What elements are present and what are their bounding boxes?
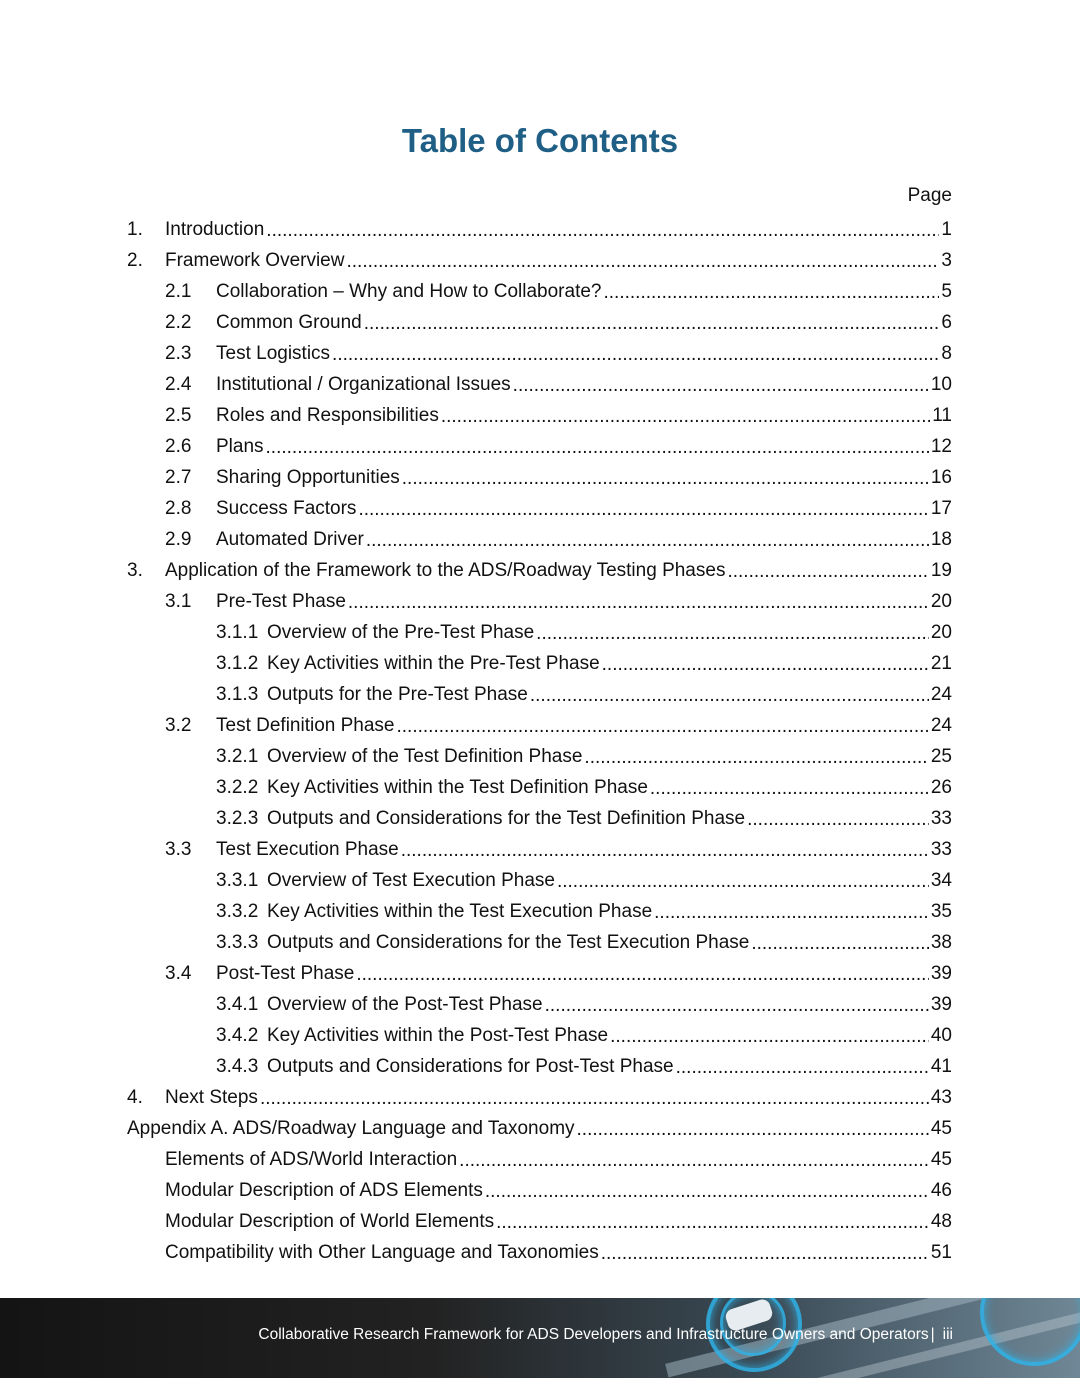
toc-number: 1. bbox=[127, 218, 143, 240]
dot-leader bbox=[364, 313, 940, 335]
toc-entry-3-1-1[interactable] bbox=[216, 617, 952, 648]
toc-number: 2.7 bbox=[165, 466, 192, 488]
page-column-label: Page bbox=[907, 185, 952, 206]
toc-entry-3-2-2[interactable] bbox=[216, 772, 952, 803]
footer-page-number: iii bbox=[942, 1326, 953, 1343]
toc-entry-3-3-3[interactable] bbox=[216, 927, 952, 958]
toc-page: 39 bbox=[930, 962, 952, 984]
toc-title: Framework Overview bbox=[165, 249, 345, 271]
toc-page: 38 bbox=[930, 931, 952, 953]
toc-number: 3.1.1 bbox=[216, 621, 259, 643]
toc-page: 16 bbox=[930, 466, 952, 488]
toc-page: 41 bbox=[930, 1055, 952, 1077]
toc-page: 3 bbox=[941, 249, 952, 271]
toc-entry-test-execution-phase[interactable] bbox=[165, 834, 952, 865]
toc-title: Outputs and Considerations for the Test Execution Phase bbox=[267, 931, 750, 953]
toc-number: 3.4.2 bbox=[216, 1024, 259, 1046]
toc-page: 34 bbox=[930, 869, 952, 891]
toc-page: 10 bbox=[930, 373, 952, 395]
toc-entry-3-1-2[interactable] bbox=[216, 648, 952, 679]
toc-page: 8 bbox=[941, 342, 952, 364]
toc-number: 2.3 bbox=[165, 342, 192, 364]
toc-title: Key Activities within the Test Definition Phase bbox=[267, 776, 648, 798]
toc-page: 39 bbox=[930, 993, 952, 1015]
toc-page: 33 bbox=[930, 838, 952, 860]
toc-title: Key Activities within the Post-Test Phase bbox=[267, 1024, 609, 1046]
dot-leader bbox=[557, 871, 929, 893]
dot-leader bbox=[441, 406, 930, 428]
toc-entry-3-2-1[interactable] bbox=[216, 741, 952, 772]
toc-number: 3.3.2 bbox=[216, 900, 259, 922]
dot-leader bbox=[358, 499, 928, 521]
dot-leader bbox=[348, 592, 929, 614]
dot-leader bbox=[610, 1026, 929, 1048]
toc-page: 6 bbox=[941, 311, 952, 333]
toc-entry-elements-interaction[interactable] bbox=[165, 1144, 952, 1175]
dot-leader bbox=[604, 282, 940, 304]
toc-page: 51 bbox=[930, 1241, 952, 1263]
dot-leader bbox=[266, 220, 939, 242]
dot-leader bbox=[332, 344, 939, 366]
toc-number: 3.1 bbox=[165, 590, 192, 612]
toc-entry-plans[interactable] bbox=[165, 431, 952, 462]
footer-banner bbox=[0, 1298, 1080, 1378]
toc-entry-3-3-2[interactable] bbox=[216, 896, 952, 927]
toc-entry-world-elements[interactable] bbox=[165, 1206, 952, 1237]
dot-leader bbox=[496, 1212, 929, 1234]
toc-title: Next Steps bbox=[165, 1086, 258, 1108]
toc-title: Outputs and Considerations for Post-Test Phase bbox=[267, 1055, 674, 1077]
toc-number: 2.1 bbox=[165, 280, 192, 302]
toc-page: 33 bbox=[930, 807, 952, 829]
dot-leader bbox=[654, 902, 929, 924]
toc-entry-3-4-1[interactable] bbox=[216, 989, 952, 1020]
toc-title: Test Definition Phase bbox=[216, 714, 395, 736]
toc-title: Compatibility with Other Language and Taxonomies bbox=[165, 1241, 599, 1263]
toc-title: Key Activities within the Pre-Test Phase bbox=[267, 652, 600, 674]
toc-title: Overview of the Test Definition Phase bbox=[267, 745, 583, 767]
toc-title: Test Execution Phase bbox=[216, 838, 399, 860]
footer-separator: | bbox=[930, 1326, 935, 1343]
dot-leader bbox=[545, 995, 929, 1017]
toc-page: 40 bbox=[930, 1024, 952, 1046]
footer-title: Collaborative Research Framework for ADS Developers and Infrastructure Owners and Operators bbox=[258, 1326, 929, 1343]
dot-leader bbox=[356, 964, 929, 986]
toc-entry-compatibility[interactable] bbox=[165, 1237, 952, 1268]
dot-leader bbox=[397, 716, 929, 738]
toc-number: 3.1.2 bbox=[216, 652, 259, 674]
toc-page: 18 bbox=[930, 528, 952, 550]
toc-title: Modular Description of World Elements bbox=[165, 1210, 495, 1232]
toc-title: Automated Driver bbox=[216, 528, 364, 550]
toc-title: Appendix A. ADS/Roadway Language and Taxonomy bbox=[127, 1117, 575, 1139]
toc-number: 3. bbox=[127, 559, 143, 581]
toc-number: 2.2 bbox=[165, 311, 192, 333]
toc-page: 20 bbox=[930, 621, 952, 643]
toc-title: Application of the Framework to the ADS/Roadway Testing Phases bbox=[165, 559, 726, 581]
toc-entry-pre-test-phase[interactable] bbox=[165, 586, 952, 617]
toc-number: 3.2.2 bbox=[216, 776, 259, 798]
toc-page: 43 bbox=[930, 1086, 952, 1108]
toc-title: Modular Description of ADS Elements bbox=[165, 1179, 483, 1201]
toc-number: 3.3 bbox=[165, 838, 192, 860]
toc-page: 26 bbox=[930, 776, 952, 798]
toc-number: 3.3.3 bbox=[216, 931, 259, 953]
toc-number: 2.8 bbox=[165, 497, 192, 519]
toc-number: 2.9 bbox=[165, 528, 192, 550]
toc-entry-post-test-phase[interactable] bbox=[165, 958, 952, 989]
toc-number: 3.1.3 bbox=[216, 683, 259, 705]
toc-number: 2. bbox=[127, 249, 143, 271]
dot-leader bbox=[676, 1057, 929, 1079]
toc-number: 3.2.1 bbox=[216, 745, 259, 767]
dot-leader bbox=[401, 840, 929, 862]
toc-page: 25 bbox=[930, 745, 952, 767]
dot-leader bbox=[602, 654, 929, 676]
toc-number: 3.2.3 bbox=[216, 807, 259, 829]
toc-title: Common Ground bbox=[216, 311, 362, 333]
dot-leader bbox=[650, 778, 929, 800]
toc-number: 2.6 bbox=[165, 435, 192, 457]
toc-entry-automated-driver[interactable] bbox=[165, 524, 952, 555]
toc-title: Overview of the Post-Test Phase bbox=[267, 993, 543, 1015]
toc-number: 3.4.3 bbox=[216, 1055, 259, 1077]
toc-title: Plans bbox=[216, 435, 264, 457]
toc-page: 11 bbox=[932, 404, 952, 426]
toc-entry-3-3-1[interactable] bbox=[216, 865, 952, 896]
toc-page: 45 bbox=[930, 1148, 952, 1170]
dot-leader bbox=[536, 623, 929, 645]
dot-leader bbox=[513, 375, 929, 397]
toc-title: Outputs and Considerations for the Test Definition Phase bbox=[267, 807, 746, 829]
toc-entry-collaboration[interactable] bbox=[165, 276, 952, 307]
toc-title: Overview of Test Execution Phase bbox=[267, 869, 555, 891]
toc-title: Roles and Responsibilities bbox=[216, 404, 439, 426]
toc-entry-introduction[interactable] bbox=[127, 214, 952, 245]
toc-number: 2.5 bbox=[165, 404, 192, 426]
toc-page: 5 bbox=[941, 280, 952, 302]
toc-page: 17 bbox=[930, 497, 952, 519]
dot-leader bbox=[530, 685, 929, 707]
dot-leader bbox=[601, 1243, 929, 1265]
toc-title: Elements of ADS/World Interaction bbox=[165, 1148, 458, 1170]
toc-entry-roles[interactable] bbox=[165, 400, 952, 431]
sensor-ring-icon bbox=[980, 1298, 1080, 1366]
toc-title: Institutional / Organizational Issues bbox=[216, 373, 511, 395]
toc-page: 46 bbox=[930, 1179, 952, 1201]
dot-leader bbox=[577, 1119, 929, 1141]
dot-leader bbox=[260, 1088, 929, 1110]
dot-leader bbox=[485, 1181, 929, 1203]
toc-title: Collaboration – Why and How to Collaborate? bbox=[216, 280, 602, 302]
dot-leader bbox=[366, 530, 929, 552]
toc-entry-3-1-3[interactable] bbox=[216, 679, 952, 710]
dot-leader bbox=[266, 437, 929, 459]
toc-page: 20 bbox=[930, 590, 952, 612]
dot-leader bbox=[459, 1150, 929, 1172]
toc-title: Sharing Opportunities bbox=[216, 466, 400, 488]
toc-entry-test-definition-phase[interactable] bbox=[165, 710, 952, 741]
toc-entry-3-4-2[interactable] bbox=[216, 1020, 952, 1051]
toc-entry-3-2-3[interactable] bbox=[216, 803, 952, 834]
dot-leader bbox=[402, 468, 929, 490]
toc-entry-test-logistics[interactable] bbox=[165, 338, 952, 369]
toc-entry-framework-overview[interactable] bbox=[127, 245, 952, 276]
toc-entry-appendix-a[interactable] bbox=[127, 1113, 952, 1144]
footer-text bbox=[258, 1326, 953, 1344]
toc-title: Key Activities within the Test Execution Phase bbox=[267, 900, 653, 922]
toc-title: Overview of the Pre-Test Phase bbox=[267, 621, 535, 643]
dot-leader bbox=[747, 809, 929, 831]
toc-page: 24 bbox=[930, 714, 952, 736]
toc-number: 3.3.1 bbox=[216, 869, 259, 891]
toc-number: 3.4 bbox=[165, 962, 192, 984]
toc-entry-application[interactable] bbox=[127, 555, 952, 586]
dot-leader bbox=[346, 251, 939, 273]
toc-number: 3.2 bbox=[165, 714, 192, 736]
toc-page: 45 bbox=[930, 1117, 952, 1139]
toc-title: Outputs for the Pre-Test Phase bbox=[267, 683, 528, 705]
toc-number: 2.4 bbox=[165, 373, 192, 395]
toc-entry-success-factors[interactable] bbox=[165, 493, 952, 524]
toc-page: 1 bbox=[941, 218, 952, 240]
dot-leader bbox=[751, 933, 929, 955]
dot-leader bbox=[727, 561, 928, 583]
toc-entry-sharing[interactable] bbox=[165, 462, 952, 493]
toc-page: 21 bbox=[930, 652, 952, 674]
page-title: Table of Contents bbox=[401, 122, 679, 159]
toc-entry-ads-elements[interactable] bbox=[165, 1175, 952, 1206]
toc-number: 4. bbox=[127, 1086, 143, 1108]
toc-page: 19 bbox=[930, 559, 952, 581]
toc-entry-institutional-issues[interactable] bbox=[165, 369, 952, 400]
toc-entry-common-ground[interactable] bbox=[165, 307, 952, 338]
toc-page: 48 bbox=[930, 1210, 952, 1232]
toc-entry-3-4-3[interactable] bbox=[216, 1051, 952, 1082]
toc-page: 12 bbox=[930, 435, 952, 457]
toc-title: Introduction bbox=[165, 218, 265, 240]
toc-title: Test Logistics bbox=[216, 342, 331, 364]
toc-number: 3.4.1 bbox=[216, 993, 259, 1015]
toc-title: Pre-Test Phase bbox=[216, 590, 346, 612]
toc-title: Success Factors bbox=[216, 497, 357, 519]
toc-title: Post-Test Phase bbox=[216, 962, 355, 984]
toc-page: 24 bbox=[930, 683, 952, 705]
dot-leader bbox=[584, 747, 928, 769]
toc-entry-next-steps[interactable] bbox=[127, 1082, 952, 1113]
toc-page: 35 bbox=[930, 900, 952, 922]
